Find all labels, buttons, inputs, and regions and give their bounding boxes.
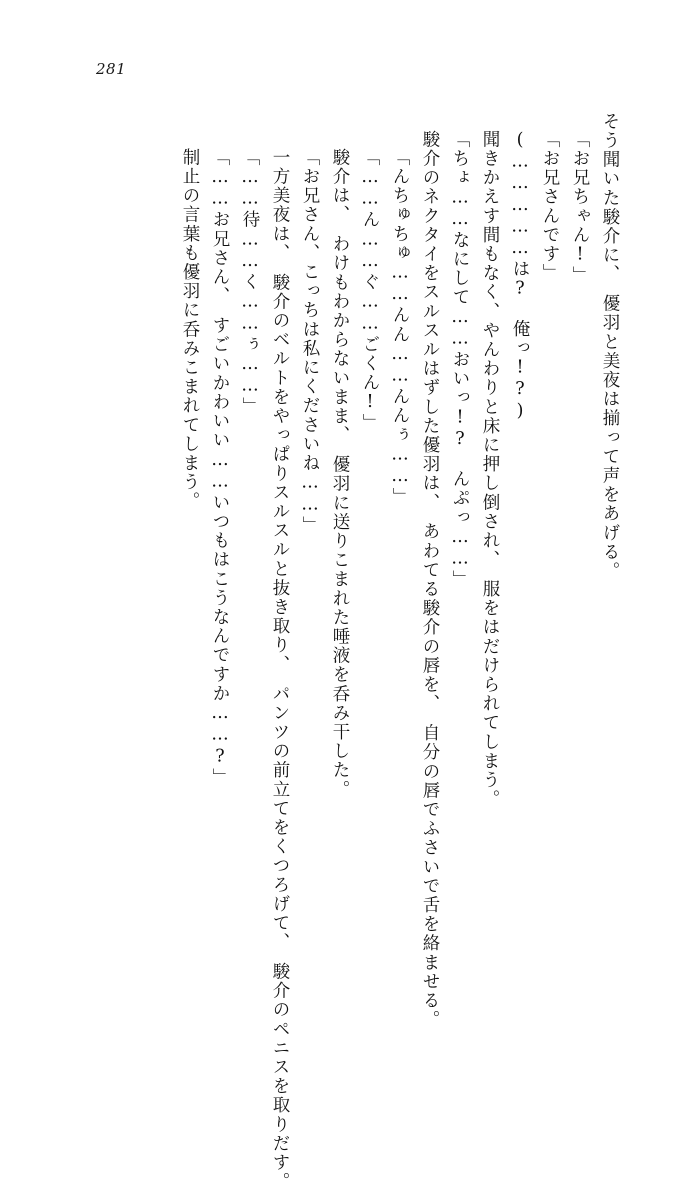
text-column: 「お兄さん、こっちは私にくださいね……」	[300, 148, 320, 535]
text-column: 一方美夜は、 駿介のベルトをやっぱりスルスルと抜き取り、 パンツの前立てをくつろげて、 駿介のペニスを取りだす。	[270, 148, 290, 1191]
page-number: 281	[96, 60, 127, 78]
text-column: 「ちょ……なにして……おいっ!? んぷっ……」	[450, 130, 470, 590]
text-column: 聞きかえす間もなく、やんわりと床に押し倒され、 服をはだけられてしまう。	[480, 130, 500, 809]
text-column: 駿介のネクタイをスルスルはずした優羽は、 あわてる駿介の唇を、 自分の唇でふさいで舌を絡ませる。	[420, 130, 440, 1030]
text-column: 「お兄ちゃん!」	[570, 130, 590, 286]
text-column: 「……お兄さん、 すごいかわいい……いつもはこうなんですか……?」	[210, 148, 230, 788]
text-column: 「……待……く……ぅ……」	[240, 148, 260, 417]
text-column: 「……ん……ぐ……ごくん!」	[360, 148, 380, 433]
text-column: 制止の言葉も優羽に呑みこまれてしまう。	[180, 148, 200, 511]
text-column: 駿介は、 わけもわからないまま、 優羽に送りこまれた唾液を呑み干した。	[330, 148, 350, 799]
text-column: そう聞いた駿介に、 優羽と美夜は揃って声をあげる。	[600, 112, 620, 581]
text-column: 「お兄さんです」	[540, 130, 560, 283]
text-column: (……………は? 俺っ!?)	[510, 130, 530, 423]
vertical-text-body	[70, 112, 620, 1191]
text-column: 「んちゅちゅ……んん……んんぅ……」	[390, 148, 410, 507]
